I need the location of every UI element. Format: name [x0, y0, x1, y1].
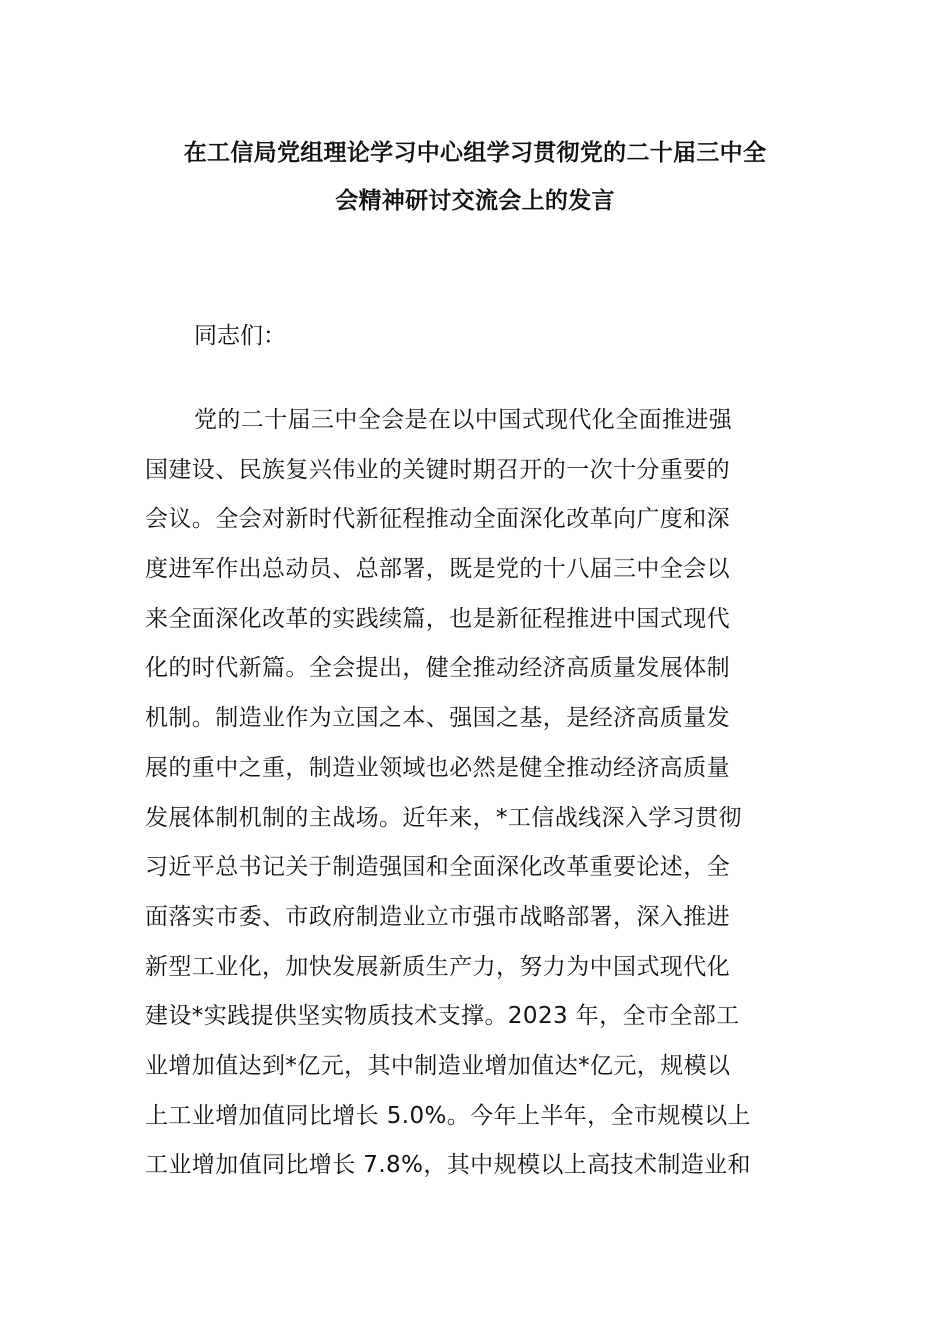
body-line: 展的重中之重，制造业领域也必然是健全推动经济高质量 [145, 754, 730, 781]
body-line: 党的二十届三中全会是在以中国式现代化全面推进强 [194, 407, 733, 433]
body-line: 建设*实践提供坚实物质技术支撑。2023 年，全市全部工 [145, 1003, 740, 1030]
body-line: 面落实市委、市政府制造业立市强市战略部署，深入推进 [145, 903, 730, 930]
body-line: 业增加值达到*亿元，其中制造业增加值达*亿元，规模以 [145, 1052, 731, 1079]
body-paragraph [145, 405, 751, 1200]
document-title-line-1: 在工信局党组理论学习中心组学习贯彻党的二十届三中全 [183, 140, 767, 166]
body-line: 度进军作出总动员、总部署，既是党的十八届三中全会以 [145, 556, 730, 583]
body-line: 来全面深化改革的实践续篇，也是新征程推进中国式现代 [145, 605, 730, 632]
body-line: 化的时代新篇。全会提出，健全推动经济高质量发展体制 [145, 655, 730, 682]
body-line: 上工业增加值同比增长 5.0%。今年上半年，全市规模以上 [145, 1102, 751, 1129]
body-line: 国建设、民族复兴伟业的关键时期召开的一次十分重要的 [145, 456, 730, 483]
body-line: 发展体制机制的主战场。近年来，*工信战线深入学习贯彻 [145, 804, 742, 831]
document-title-line-2: 会精神研讨交流会上的发言 [335, 188, 615, 214]
salutation: 同志们： [194, 323, 286, 349]
body-line: 会议。全会对新时代新征程推动全面深化改革向广度和深 [145, 506, 730, 533]
body-line: 新型工业化，加快发展新质生产力，努力为中国式现代化 [145, 953, 730, 980]
body-line: 机制。制造业作为立国之本、强国之基，是经济高质量发 [145, 705, 730, 732]
body-line: 习近平总书记关于制造强国和全面深化改革重要论述，全 [145, 854, 730, 881]
body-line: 工业增加值同比增长 7.8%，其中规模以上高技术制造业和 [145, 1152, 751, 1179]
